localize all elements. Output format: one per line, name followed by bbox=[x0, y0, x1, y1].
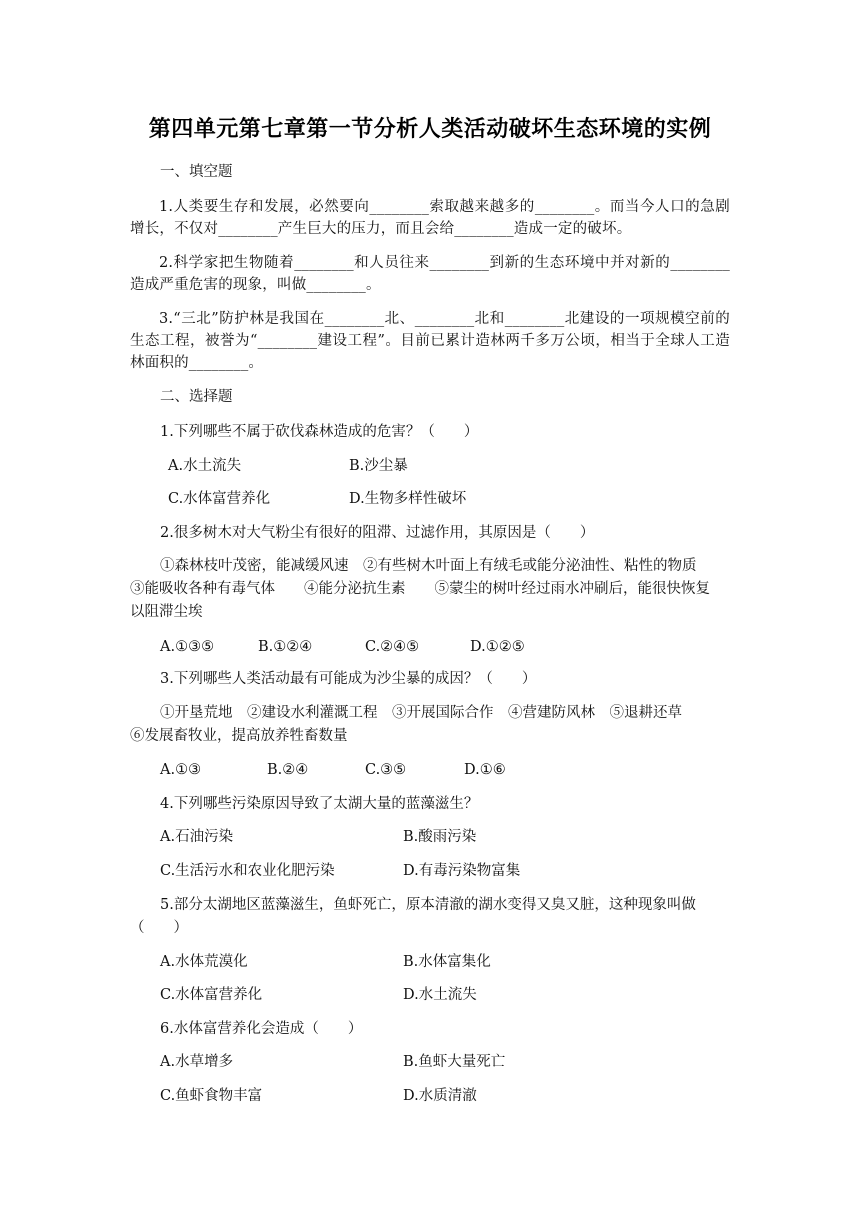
question-choice-2-option-d: D.①②⑤ bbox=[470, 639, 525, 655]
question-fill-1: 1.人类要生存和发展，必然要向________索取越来越多的________。而当今人口的急剧增长，不仅对________产生巨大的压力，而且会给________造成一定的破坏。 bbox=[130, 199, 730, 237]
page-title: 第四单元第七章第一节分析人类活动破坏生态环境的实例 bbox=[148, 117, 712, 142]
question-choice-2-detail-line-2: ③能吸收各种有毒气体 ④能分泌抗生素 ⑤蒙尘的树叶经过雨水冲刷后，能很快恢复 bbox=[130, 581, 710, 597]
question-choice-6-option-d: D.水质清澈 bbox=[403, 1088, 477, 1104]
question-choice-2-option-a: A.①③⑤ bbox=[160, 639, 215, 655]
question-choice-1-option-a: A.水土流失 bbox=[168, 458, 242, 474]
question-choice-5-stem-line-2: （ ） bbox=[130, 920, 188, 936]
question-choice-3-detail-line-2: ⑥发展畜牧业，提高放养牲畜数量 bbox=[130, 728, 348, 744]
question-choice-1-stem: 1.下列哪些不属于砍伐森林造成的危害？（ ） bbox=[160, 424, 479, 440]
question-choice-2-option-c: C.②④⑤ bbox=[365, 639, 420, 655]
section-heading-choice: 二、选择题 bbox=[160, 389, 233, 405]
question-choice-2-detail-line-1: ①森林枝叶茂密，能减缓风速 ②有些树木叶面上有绒毛或能分泌油性、粘性的物质 bbox=[160, 558, 697, 574]
question-choice-4-stem: 4.下列哪些污染原因导致了太湖大量的蓝藻滋生？ bbox=[160, 796, 479, 812]
question-choice-6-stem: 6.水体富营养化会造成（ ） bbox=[160, 1021, 363, 1037]
question-choice-2-option-b: B.①②④ bbox=[258, 639, 313, 655]
question-choice-3-option-d: D.①⑥ bbox=[464, 762, 506, 778]
question-choice-1-option-c: C.水体富营养化 bbox=[168, 491, 271, 507]
question-choice-4-option-d: D.有毒污染物富集 bbox=[403, 863, 521, 879]
question-fill-3: 3.“三北”防护林是我国在________北、________北和________北建设的一项规模空前的生态工程，被誉为“________建设工程”。目前已累计造林两千多万公顷，相当于全球人工造林面积的________。 bbox=[130, 311, 730, 371]
question-choice-4-option-b: B.酸雨污染 bbox=[403, 829, 477, 845]
question-choice-6-option-b: B.鱼虾大量死亡 bbox=[403, 1054, 506, 1070]
question-choice-5-option-c: C.水体富营养化 bbox=[160, 987, 263, 1003]
question-choice-3-option-b: B.②④ bbox=[267, 762, 309, 778]
question-choice-5-option-d: D.水土流失 bbox=[403, 987, 477, 1003]
question-choice-1-option-b: B.沙尘暴 bbox=[349, 458, 408, 474]
question-choice-4-option-c: C.生活污水和农业化肥污染 bbox=[160, 863, 335, 879]
question-choice-5-option-a: A.水体荒漠化 bbox=[160, 954, 248, 970]
question-choice-3-stem: 3.下列哪些人类活动最有可能成为沙尘暴的成因？（ ） bbox=[160, 671, 537, 687]
question-choice-2-stem: 2.很多树木对大气粉尘有很好的阻滞、过滤作用，其原因是（ ） bbox=[160, 525, 595, 541]
section-heading-fill-blank: 一、填空题 bbox=[160, 164, 233, 180]
question-choice-4-option-a: A.石油污染 bbox=[160, 829, 234, 845]
question-choice-1-option-d: D.生物多样性破坏 bbox=[349, 491, 467, 507]
question-fill-2: 2.科学家把生物随着________和人员往来________到新的生态环境中并对新的________造成严重危害的现象，叫做________。 bbox=[130, 255, 730, 293]
question-choice-5-option-b: B.水体富集化 bbox=[403, 954, 491, 970]
question-choice-3-option-c: C.③⑤ bbox=[365, 762, 407, 778]
question-choice-5-stem-line-1: 5.部分太湖地区蓝藻滋生，鱼虾死亡，原本清澈的湖水变得又臭又脏，这种现象叫做 bbox=[160, 897, 696, 913]
question-choice-3-detail-line-1: ①开垦荒地 ②建设水利灌溉工程 ③开展国际合作 ④营建防风林 ⑤退耕还草 bbox=[160, 705, 682, 721]
question-choice-6-option-a: A.水草增多 bbox=[160, 1054, 234, 1070]
question-choice-2-detail-line-3: 以阻滞尘埃 bbox=[130, 604, 203, 620]
question-choice-3-option-a: A.①③ bbox=[160, 762, 202, 778]
question-choice-6-option-c: C.鱼虾食物丰富 bbox=[160, 1088, 263, 1104]
